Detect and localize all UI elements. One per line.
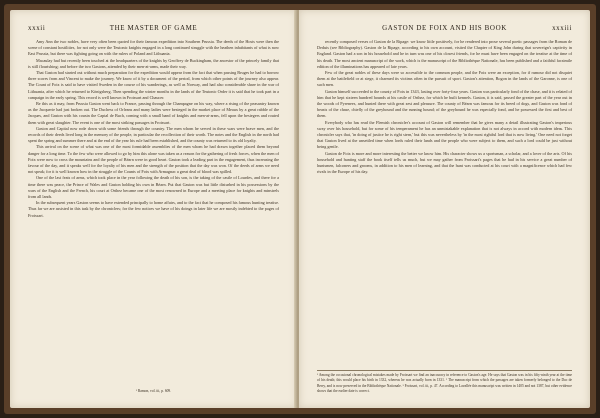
right-footnotes: ¹ Among the occasional chronological mistakes made by Froissart we find an inaccuracy in reference to Gaston's age. He says that Gaston was in his fifty-ninth year at the time of his death; this would place his birth in 1332, whereas he was actually born in 1331. ² The manuscript from which the passages are taken formerly belonged to the Duc de Berry, and is now preserved in the Bibliothèque Nationale. ³ Froissart, vol. iii, p. 47. According to Lavallée this manuscript was written in 1405 and not 1387, but other evidence shows that the earlier date is correct. [317,370,572,394]
left-page-number: xxxii [28,24,46,32]
paragraph: Everybody who has read the Flemish chronicler's account of Gaston will remember that he gives many a detail illustrating Gaston's imperious sway over his household, but for some of his temperament he has an unmistakable explanation that is not always in accord with modern ideas. This chronicler says that, 'in doing of justice he is right stern,' but this was nevertheless by 'in the most rightful lord that is now living.' One need not forget that Gaston lived at the unsettled time when lords ruled their lands and the people who were subject to them, and such a lord could be just without being gentle. [317,119,572,150]
right-page-number: xxxiii [552,24,572,32]
paragraph: That Gaston had started out without much preparation for the expedition would appear from the fact that when passing Bruges he had to borrow three scores from and Vincent to make the journey. We know of it by a document of the period, from which other points of the journey also appear. The Count of Foix is said to have visited Sweden in the course of his wanderings, as well as Norway, and had also considerable share in the war of Lithuania, after which he returned to Königsberg. Then spending the winter months in the lands of the Teutonic Order it is said that he took part in a campaign in the early spring. This record is well known in Froissart and Chaucer. [28,70,279,100]
paragraph: Gaston de Foix is more and more interesting the better we know him. His character shows us a sportsman, a scholar, and a lover of the arts. Of his household and hunting staff the book itself tells us much, but we may gather from Froissart's pages that he had in his service a great number of huntsmen, falconers and grooms, in addition to his men of learning, and that the hunt was conducted at his court with a magnificence which had few rivals in the Europe of his day. [317,150,572,175]
left-page [10,10,297,408]
paragraph: Gaston and Capital now rode down with some friends through the country. The men whom he served in these wars were brave men, and the records of their deeds lived long in the memory of the people, in particular the recollection of their worth. The notes and the English in the north had spent the spring and summer there and at the end of the year his rule had been established, and the county was returned to its old loyalty. [28,125,279,144]
left-running-head: THE MASTER OF GAME [109,24,198,32]
paragraph: Few of the great nobles of these days were so accessible to the common people, and the Foix were an exception, for if rumour did not disquiet them at the battlefield or at siege, it charmed its victims often in the pursuit of sport. Gaston's attention, Bogon in the lands of the Garonne, is one of such men. [317,70,572,88]
left-footnote: ¹ Ramon, vol. iii, p. 609. [135,388,172,393]
paragraph: Gaston himself succeeded to the county of Foix in 1343, lasting over forty-four years. Gaston was particularly fond of the chase, and it is related of him that he kept sixteen hundred hounds at his castle of Orthez, for which he built kennels. Gaston, it is said, passed the greater part of the year out in the woods of Pyrenees, and hunted there with great zest and pleasure. The county of Béarn was famous for its breed of dogs, and Gaston was fond of beasts of the chase, chiefly of the greyhound and the running hound; of the greyhound he was especially fond, and he possessed the first and best of them. [317,88,572,119]
paragraph: One of the last feats of arms, which took place in the year following the death of his son, is the taking of the castle of Lourdes, and there for a time there was peace, the Prince of Wales and Gaston holding his own in Béarn. Put that Gaston was but little disturbed in his possessions by the wars of the English and the French, his court at Orthez became one of the most renowned in Europe and a meeting place for knights and minstrels from all lands. [28,175,279,200]
right-page-text [317,39,572,358]
paragraph: recently composed verses of Gaston de la Ripage: we know little positively, for he rendered into prose several poetic passages from the Roman de Deduis (see Bibliography). Gaston de la Ripage, according to his own account, visited the Chapter of King John during that sovereign's captivity in England. Gaston had a son in his household and he in turn was one of his closest friends, for he must have been engaged on the treatise at the time of his death. The most ancient manuscript of the work, which is the manuscript of the Bibliothèque Nationale, has been published and a faithful facsimile edition of the illuminations has appeared of late years. [317,39,572,69]
right-running-head: GASTON DE FOIX AND HIS BOOK [382,24,507,32]
paragraph: Macaulay had but recently been touched at the headquarters of the knights by Geoffrey de Buckingham, the ancestor of the princely family that is still flourishing; and before the two Gastons, attended by their men-at-arms, made their way. [28,57,279,69]
paragraph: In the subsequent years Gaston seems to have extended principally to home affairs, and to the fact that he composed his famous hunting treatise. Thus far we are assisted in this task by the chroniclers; for the few notices we have of his doings in later life we are mostly indebted to the pages of Froissart. [28,200,279,218]
left-page-text [28,39,279,386]
paragraph: This arrival on the scene of what was one of the most formidable assemblies of the men whom he had drawn together placed them beyond danger for a long time. To the few who were allowed to go by him this alone was taken as a reason for the gathering of fresh forces, when the men of Foix were now to cross the mountains and the people of Béarn were in good heart. Gaston took a leading part in the engagement, thus increasing the favour of the day, and it speaks well for the loyalty of his men and the strength of the position that the day was won. Of the deeds of arms we need not speak; for it is well known how in the struggle of the Counts of Foix with Armagnac a great deal of blood was spilled. [28,144,279,175]
paragraph: Amy Ann the two nobles, have very often been quoted for their famous expedition into Southern Prussia. The deeds of the Hosts were then the scene of constant hostilities, for not only were the Teutonic knights engaged in a long continued struggle with the heathen inhabitants of what is now East Prussia, but there was fighting going on with the rulers of Poland and Lithuania. [28,39,279,57]
right-page [299,10,590,408]
paragraph: Be this as it may, from Prussia Gaston went back to France, passing through the Champagne on his way, where a rising of the peasantry known as the Jacquerie had just broken out. The Duchess of Orleans and many ladies were besieged in the market place of Meaux by a great rabble of the Jacques, and Gaston with his cousin the Captal de Buch, coming with a small band of knights and men-at-arms, fell upon the besiegers and routed them with great slaughter. The event is one of the most striking passages in Froissart. [28,101,279,125]
